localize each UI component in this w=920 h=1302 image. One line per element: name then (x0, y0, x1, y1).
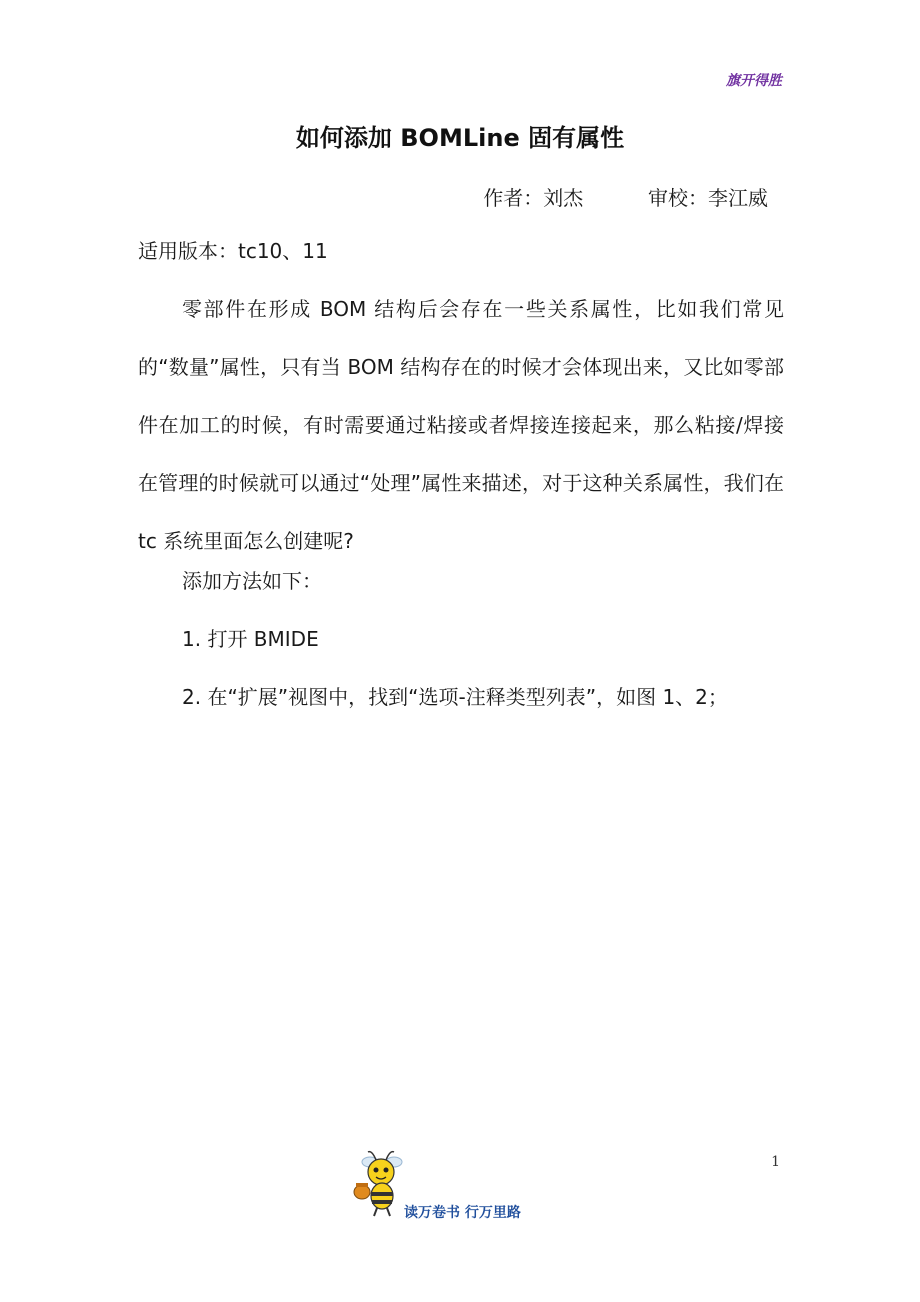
document-title: 如何添加 BOMLine 固有属性 (295, 124, 625, 152)
intro-paragraph: 零部件在形成 BOM 结构后会存在一些关系属性，比如我们常见的“数量”属性，只有当 BOM 结构存在的时候才会体现出来，又比如零部件在加工的时候，有时需要通过粘接或者焊接连接起来，那么粘接/焊接在管理的时候就可以通过“处理”属性来描述，对于这种关系属性，我们在 tc 系统里面怎么创建呢? (138, 297, 784, 553)
author: 作者：刘杰 (483, 186, 584, 210)
author-line (483, 182, 768, 211)
steps-heading: 添加方法如下： (182, 569, 322, 593)
step-2: 2. 在“扩展”视图中，找到“选项-注释类型列表”，如图 1、2； (182, 685, 728, 709)
page-number: 1 (771, 1154, 780, 1170)
reviewer: 审校：李江威 (648, 186, 768, 210)
steps-section (138, 552, 784, 726)
footer-logo (350, 1148, 550, 1224)
bee-mascot-icon (350, 1148, 410, 1220)
header-slogan: 旗开得胜 (726, 73, 782, 89)
step-1: 1. 打开 BMIDE (182, 627, 319, 651)
version-line: 适用版本：tc10、11 (138, 239, 328, 263)
logo-text: 读万卷书 行万里路 (404, 1205, 521, 1221)
